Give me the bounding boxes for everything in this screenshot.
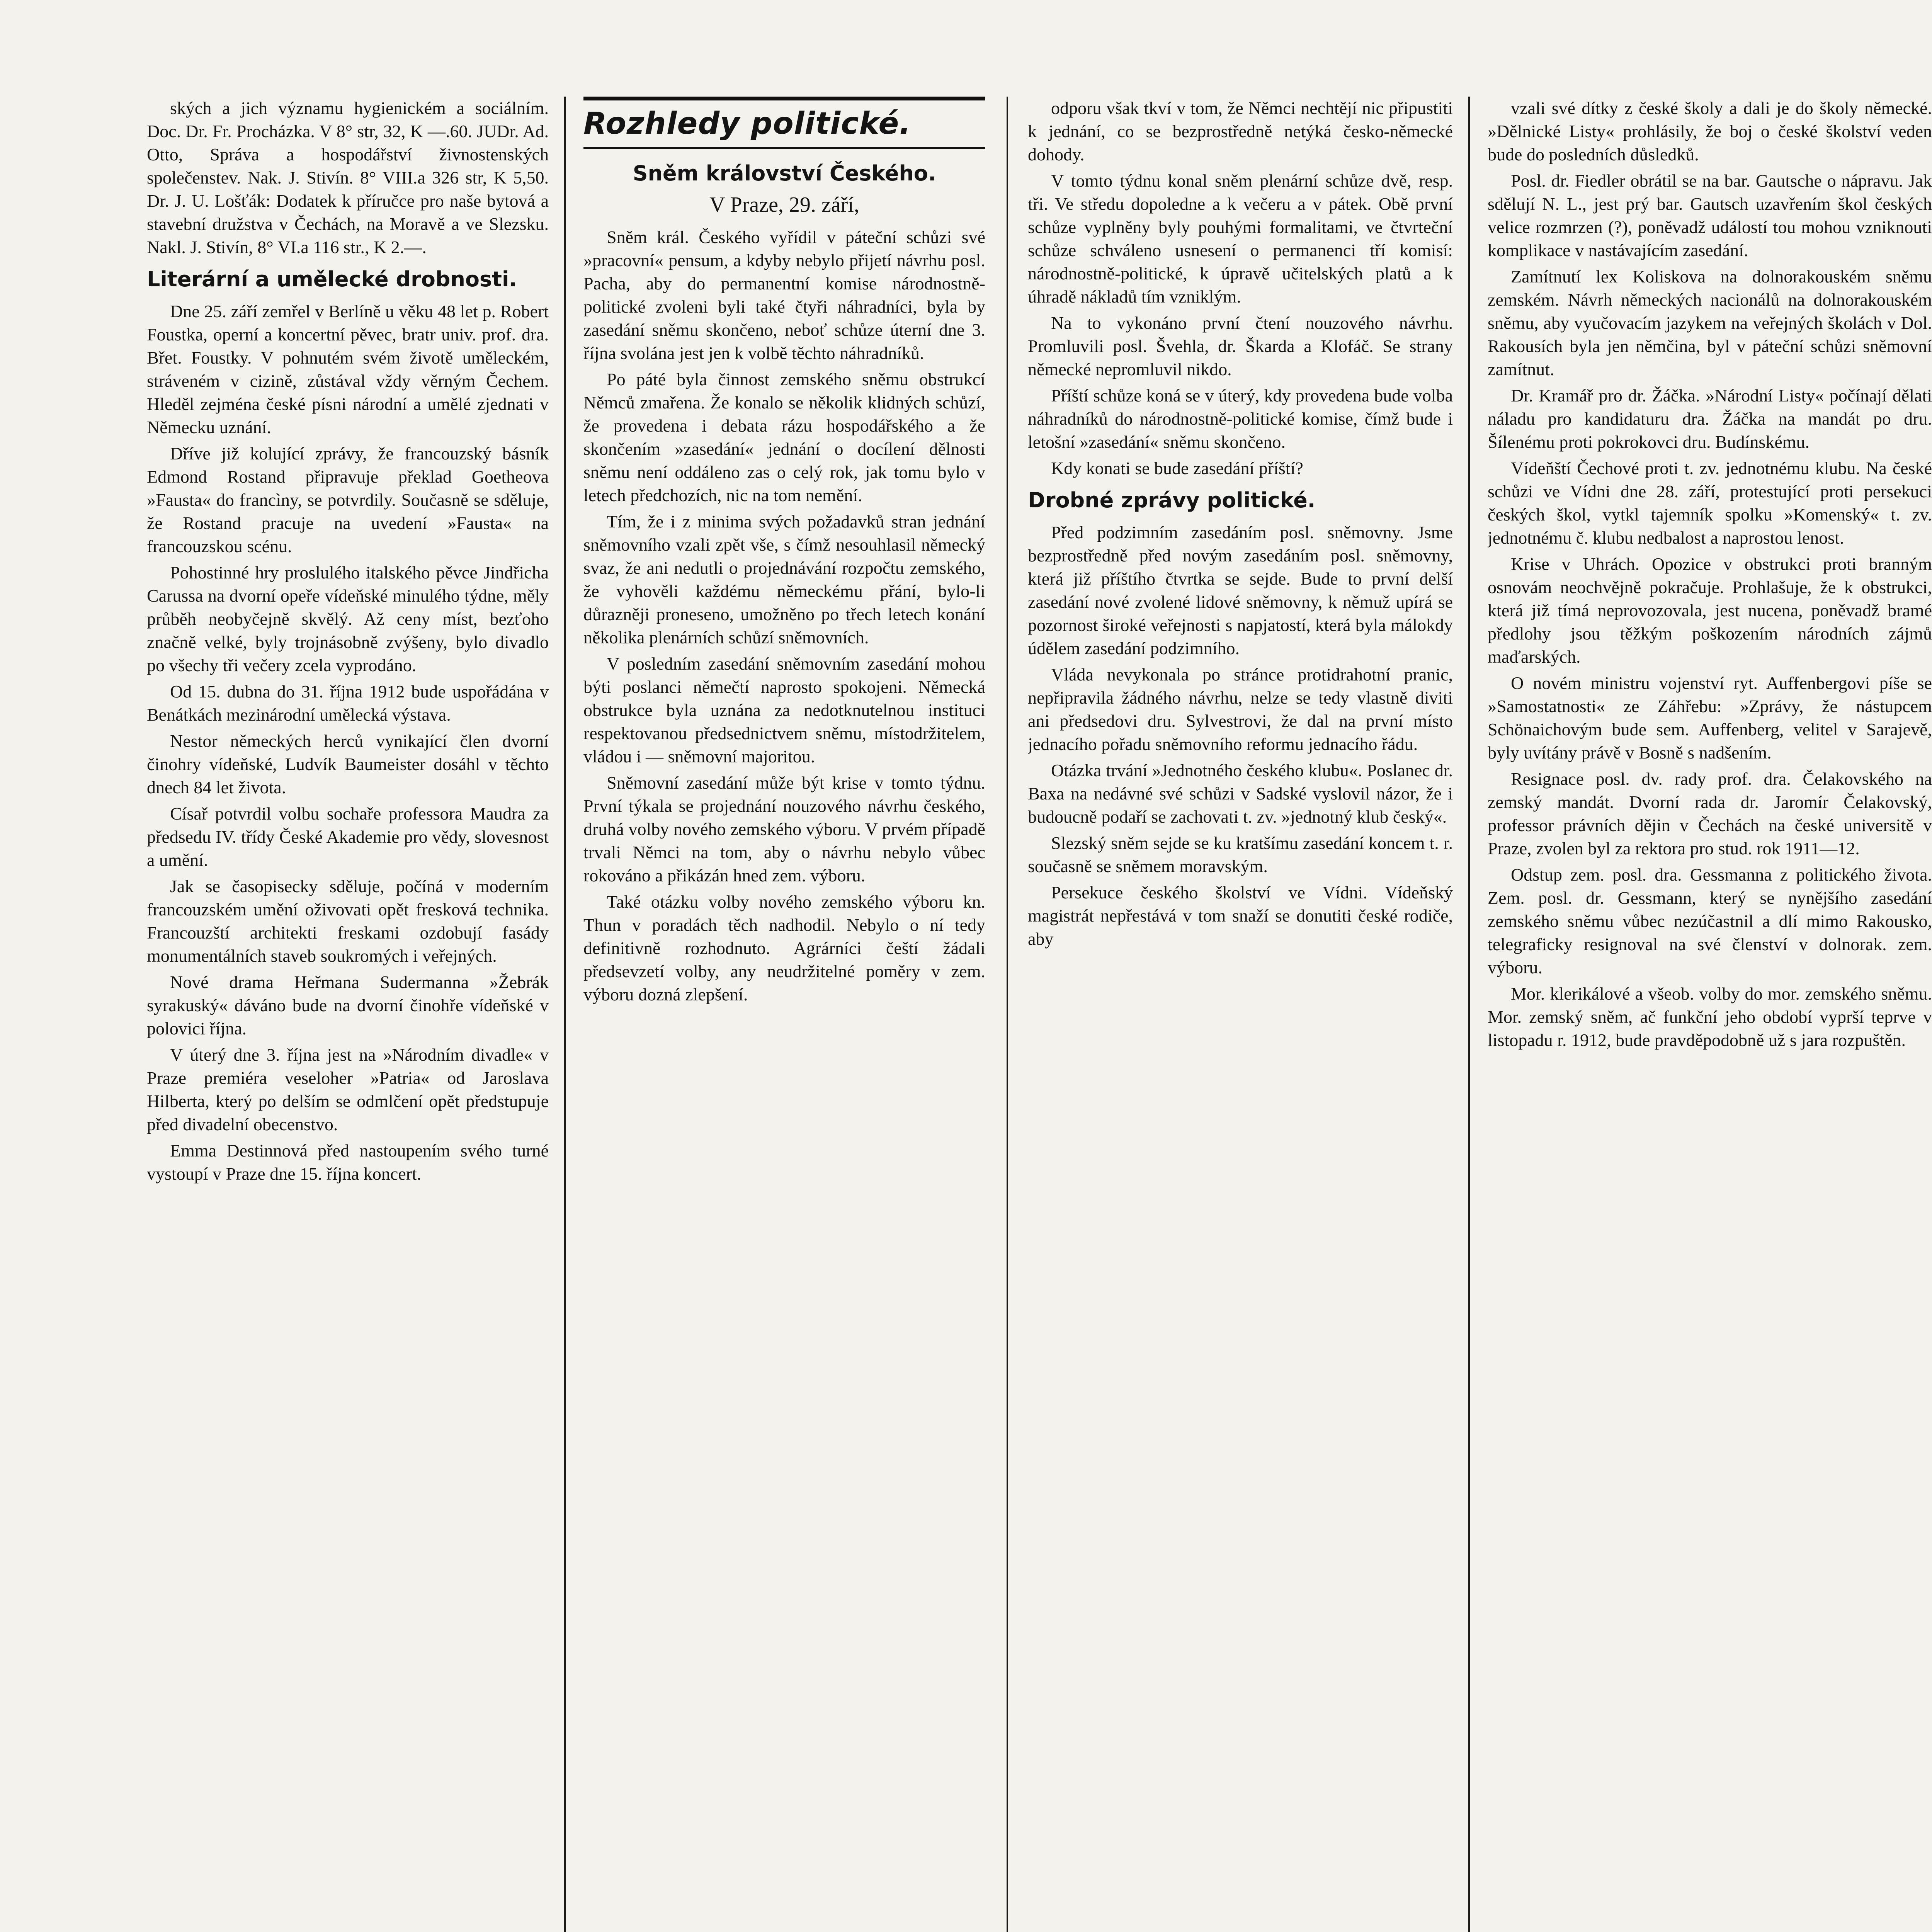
paragraph: odporu však tkví v tom, že Němci nechtějí nic připustiti k jednání, co se bezprostředně netýká česko-německé dohody. [1028,98,1453,164]
paragraph: Dr. Kramář pro dr. Žáčka. »Národní Listy« počínají dělati náladu pro kandidaturu dra. Žáčka na mandát po dru. Šílenému proti pokrokovci dru. Budínskému. [1488,386,1932,452]
paragraph: Persekuce českého školství ve Vídni. Vídeňský magistrát nepřestává v tom snaží se donutiti české rodiče, aby [1028,883,1453,949]
paragraph: V tomto týdnu konal sněm plenární schůze dvě, resp. tři. Ve středu dopoledne a k večeru a v pátek. Obě první schůze vyplněny byly pouhými formalitami, ve čtvrteční schůze schváleno usnesení o permanenci tří komisí: národnostně-politické, k úpravě učitelských platů a k úhradě nákladů tím vzniklým. [1028,171,1453,306]
paragraph: Emma Destinnová před nastoupením svého turné vystoupí v Praze dne 15. října koncert. [147,1141,549,1184]
column-divider [1468,97,1470,1932]
paragraph: V úterý dne 3. října jest na »Národním divadle« v Praze premiéra veseloher »Patria« od Jaroslava Hilberta, který po delším se odmlčení opět předstupuje před divadelní obecenstvo. [147,1045,549,1134]
article-title: Sněm království Českého. [633,161,936,185]
section-heading-literary: Literární a umělecké drobnosti. [147,267,517,291]
paragraph: Nestor německých herců vynikající člen dvorní činohry vídeňské, Ludvík Baumeister dosáhl v těchto dnech 84 let života. [147,731,549,797]
dateline: V Praze, 29. září, [709,193,859,217]
paragraph: Od 15. dubna do 31. října 1912 bude uspořádána v Benátkách mezinárodní umělecká výstava. [147,682,549,724]
paragraph: Krise v Uhrách. Opozice v obstrukci proti branným osnovám neochvějně pokračuje. Prohlašuje, že k obstrukci, která již tímá neprovozovala, jest nucena, poněvadž bramé předlohy jsou těžkým poškozením národních zájmů maďarských. [1488,554,1932,667]
section-heading-news: Drobné zprávy politické. [1028,488,1316,512]
paragraph: Dne 25. září zemřel v Berlíně u věku 48 let p. Robert Foustka, operní a koncertní pěvec, bratr univ. prof. dra. Břet. Foustky. V pohnutém svém životě uměleckém, stráveném v cizině, zůstával vždy věrným Čechem. Hleděl zejména české písni národní a umělé zjednati v Německu uznání. [147,301,549,437]
column-divider [1007,97,1008,1932]
paragraph: Posl. dr. Fiedler obrátil se na bar. Gautsche o nápravu. Jak sdělují N. L., jest prý bar. Gautsch uzavřením škol českých velice rozmrzen (?), poněvadž událostí tou mohou vzniknouti komplikace v nastávajícím zasedání. [1488,171,1932,260]
paragraph: Kdy konati se bude zasedání příští? [1051,458,1303,478]
column-divider [564,97,566,1932]
paragraph: Sněmovní zasedání může být krise v tomto týdnu. První týkala se projednání nouzového návrhu českého, druhá volby nového zemského výboru. V prvém případě trvali Němci na tom, aby o návrhu nebylo vůbec rokováno a přikázán hned zem. výboru. [583,773,985,885]
column-4 [1488,97,1932,1932]
paragraph: Příští schůze koná se v úterý, kdy provedena bude volba náhradníků do národnostně-politické komise, čímž bude i letošní »zasedání« sněmu skončeno. [1028,386,1453,452]
section-masthead: Rozhledy politické. [583,97,985,149]
paragraph: Jak se časopisecky sděluje, počíná v moderním francouzském umění oživovati opět fresková technika. Francouzští architekti freskami ozdobují fasády monumentálních staveb soukromých i veřejných. [147,876,549,966]
paragraph: O novém ministru vojenství ryt. Auffenbergovi píše se »Samostatnosti« ze Záhřebu: »Zprávy, že nástupcem Schönaichovým bude sem. Auffenberg, velitel v Sarajevě, byly uvítány právě v Bosně s nadšením. [1488,673,1932,762]
paragraph: Vídeňští Čechové proti t. zv. jednotnému klubu. Na české schůzi ve Vídni dne 28. září, protestující proti persekuci českých škol, vytkl tajemník spolku »Komenský« t. zv. jednotnému č. klubu nedbalost a naprostou lenost. [1488,458,1932,548]
paragraph: Resignace posl. dv. rady prof. dra. Čelakovského na zemský mandát. Dvorní rada dr. Jaromír Čelakovský, professor právních dějin v Čechách na české universitě v Praze, zvolen byl za rektora pro stud. rok 1911—12. [1488,769,1932,858]
paragraph: Mor. klerikálové a všeob. volby do mor. zemského sněmu. Mor. zemský sněm, ač funkční jeho období vyprší teprve v listopadu r. 1912, bude pravděpodobně už s jara rozpuštěn. [1488,984,1932,1050]
column-1 [147,97,549,1932]
article-intro: ských a jich významu hygienickém a sociálním. Doc. Dr. Fr. Procházka. V 8° str, 32, K —.60. JUDr. Ad. Otto, Správa a hospodářství živnostenských společenstev. Nak. J. Stivín. 8° VIII.a 326 str, K 5,50. Dr. J. U. Lošťák: Dodatek k příručce pro naše bytová a stavební družstva v Čechách, na Moravě a ve Slezsku. Nakl. J. Stivín, 8° VI.a 116 str., K 2.—. [147,98,549,257]
paragraph: Před podzimním zasedáním posl. sněmovny. Jsme bezprostředně před novým zasedáním posl. sněmovny, která již příštího čtvrtka se sejde. Bude to první delší zasedání nové zvolené lidové sněmovny, k němuž upírá se pozornost široké veřejnosti s napjatostí, která byla málokdy údělem zasedání podzimního. [1028,522,1453,658]
paragraph: Vláda nevykonala po stránce protidrahotní pranic, nepřipravila žádného návrhu, nelze se tedy vlastně diviti ani předsedovi dru. Sylvestrovi, že dal na první místo jednacího pořadu sněmovního reformu jednacího řádu. [1028,665,1453,754]
paragraph: Také otázku volby nového zemského výboru kn. Thun v poradách těch nadhodil. Nebylo o ní tedy definitivně rozhodnuto. Agrárníci čeští žádali předsevzetí volby, any neudržitelné poměry v zem. výboru dozná zlepšení. [583,892,985,1004]
paragraph: Otázka trvání »Jednotného českého klubu«. Poslanec dr. Baxa na nedávné své schůzi v Sadské vyslovil názor, že i budoucně podaří se zachovati t. zv. »jednotný klub český«. [1028,760,1453,827]
paragraph: Dříve již kolující zprávy, že francouzský básník Edmond Rostand připravuje překlad Goetheova »Fausta« do francìny, se potvrdily. Současně se sděluje, že Rostand pracuje na uvedení »Fausta« na francouzskou scénu. [147,444,549,556]
paragraph: Tím, že i z minima svých požadavků stran jednání sněmovního vzali zpět vše, s čímž nesouhlasil německý svaz, že ani nedutli o projednávání rozpočtu zemského, že vyhověli každému německému přání, bylo-li důrazněji proneseno, umožněno po třech letech konání několika plenárních schůzí sněmovních. [583,512,985,647]
paragraph: Po páté byla činnost zemského sněmu obstrukcí Němců zmařena. Že konalo se několik klidných schůzí, že provedena i debata rázu hospodářského a že skončením »zasedání« jednání o docílení dělnosti sněmu není oddáleno zas o celý rok, jak tomu bylo v letech předchozích, nic na tom nemění. [583,369,985,505]
paragraph: Slezský sněm sejde se ku kratšímu zasedání koncem t. r. současně se sněmem moravským. [1028,833,1453,876]
paragraph: V posledním zasedání sněmovním zasedání mohou býti poslanci němečtí naprosto spokojeni. Německá obstrukce byla uznána za nedotknutelnou instituci respektovanou předsednictvem sněmu, místodržitelem, vládou i — sněmovní majoritou. [583,654,985,766]
column-2 [583,97,985,1932]
paragraph: Odstup zem. posl. dra. Gessmanna z politického života. Zem. posl. dr. Gessmann, který se nynějšího zasedání zemského sněmu vůbec nezúčastnil a dlí mimo Rakousko, telegraficky resignoval na své členství v dolnorak. zem. výboru. [1488,865,1932,977]
column-3 [1028,97,1453,1932]
paragraph: Na to vykonáno první čtení nouzového návrhu. Promluvili posl. Švehla, dr. Škarda a Klofáč. Se strany německé nepromluvil nikdo. [1028,313,1453,379]
paragraph: Císař potvrdil volbu sochaře professora Maudra za předsedu IV. třídy České Akademie pro vědy, slovesnost a umění. [147,804,549,870]
paragraph: Sněm král. Českého vyřídil v páteční schůzi své »pracovní« pensum, a kdyby nebylo přijetí návrhu posl. Pacha, aby do permanentní komise národnostně-politické zvoleni byli také čtyři náhradníci, byla by zasedání sněmu skončeno, neboť schůze úterní dne 3. října svolána jest jen k volbě těchto náhradníků. [583,227,985,363]
paragraph: vzali své dítky z české školy a dali je do školy německé. »Dělnické Listy« prohlásily, že boj o české školství veden bude do posledních důsledků. [1488,98,1932,164]
paragraph: Zamítnutí lex Koliskova na dolnorakouském sněmu zemském. Návrh německých nacionálů na dolnorakouském sněmu, aby vyučovacím jazykem na veřejných školách v Dol. Rakousích byla jen němčina, byl v páteční schůzi sněmovní zamítnut. [1488,267,1932,379]
paragraph: Pohostinné hry proslulého italského pěvce Jindřicha Carussa na dvorní opeře vídeňské minulého týdne, měly průběh neobyčejně skvělý. Až ceny míst, bezťoho značně velké, byly trojnásobně zvýšeny, bylo divadlo po všechy tři večery zcela vyprodáno. [147,563,549,675]
paragraph: Nové drama Heřmana Sudermanna »Žebrák syrakuský« dáváno bude na dvorní činohře vídeňské v polovici října. [147,972,549,1038]
